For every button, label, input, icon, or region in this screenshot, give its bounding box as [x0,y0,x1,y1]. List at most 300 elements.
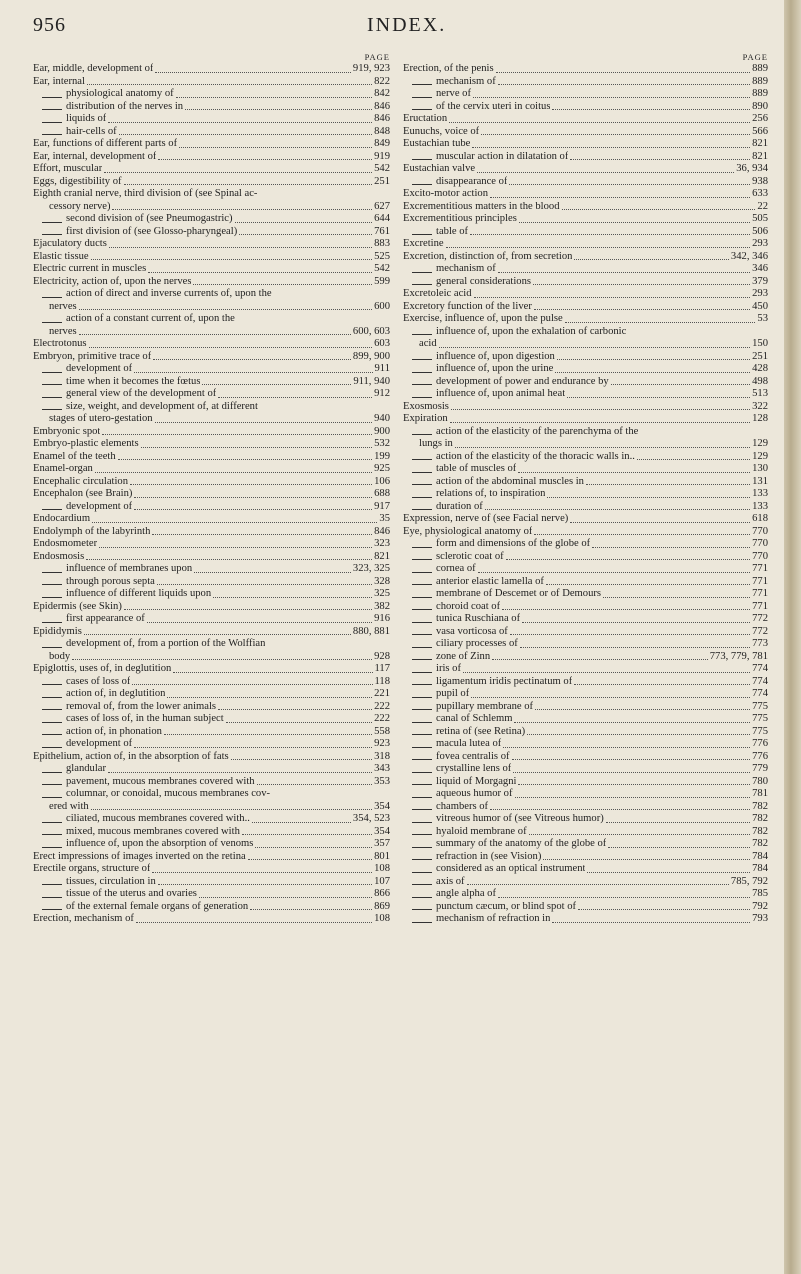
index-entry [33,701,390,714]
index-entry [403,63,768,76]
leader-dots [519,221,750,223]
index-page-ref: 256 [752,113,768,124]
index-entry [33,76,390,89]
index-entry [33,863,390,876]
index-entry [403,863,768,876]
index-page-ref: 428 [752,363,768,374]
index-entry-text: Electrotonus [33,338,87,349]
index-page-ref: 133 [752,500,768,512]
index-page-ref: 848 [374,125,390,137]
index-page-ref: 353 [374,775,390,787]
index-entry-text: Enamel of the teeth [33,450,116,462]
leader-dots [527,733,750,735]
index-page-ref: 323, 325 [352,563,390,574]
index-page-ref: 773 [752,638,768,649]
index-entry [403,88,768,101]
index-entry [403,538,768,551]
index-page-ref: 774 [752,663,768,674]
index-entry [33,313,390,326]
index-page-ref: 251 [374,175,390,187]
index-entry-text: Expiration [403,413,448,424]
index-page-ref: 821 [752,150,768,162]
leader-dots [492,658,708,660]
leader-dots [79,333,351,335]
page-title: INDEX. [367,14,447,36]
leader-dots [470,233,750,235]
index-entry [403,301,768,314]
leader-dots [509,183,750,185]
leader-dots [472,146,750,148]
leader-dots [157,583,372,585]
index-page-ref: 357 [374,838,390,849]
index-entry [403,413,768,426]
index-entry-text: columnar, or conoidal, mucous membranes cov- [66,788,271,799]
index-entry-text: ligamentum iridis pectinatum of [436,675,573,687]
index-entry-text: Electric current in muscles [33,263,147,274]
index-entry [33,176,390,189]
leader-dots [226,721,372,723]
index-entry-text: crystalline lens of [436,763,512,774]
index-entry [403,313,768,326]
leader-dots [449,121,750,123]
index-page-ref: 923 [374,738,390,749]
index-entry-text: Ejaculatory ducts [33,238,107,249]
index-page-ref: 129 [752,438,768,449]
index-entry [403,438,768,451]
index-entry [33,913,390,926]
index-entry [403,463,768,476]
index-entry-text: punctum cæcum, or blind spot of [436,900,577,912]
index-entry-text: cessory nerve) [49,200,111,212]
leader-dots [547,496,750,498]
index-entry [403,563,768,576]
index-entry-text: liquids of [66,113,107,124]
index-page-ref: 532 [374,438,390,449]
index-page-ref: 118 [374,675,390,687]
index-entry [403,663,768,676]
leader-dots [239,233,372,235]
index-entry [403,451,768,464]
leader-dots [119,133,372,135]
index-entry [33,488,390,501]
index-entry [33,801,390,814]
index-entry [403,251,768,264]
leader-dots [608,846,750,848]
index-entry-text: Endolymph of the labyrinth [33,525,151,537]
leader-dots [533,283,750,285]
leader-dots [255,846,372,848]
index-entry [33,713,390,726]
leader-dots [167,696,372,698]
index-entry [33,263,390,276]
leader-dots [498,271,750,273]
index-entry [33,501,390,514]
index-entry [33,726,390,739]
index-page-ref: 925 [374,463,390,474]
index-page-ref: 782 [752,800,768,812]
index-entry-text: Erection, mechanism of [33,913,134,924]
index-entry-text: Erectile organs, structure of [33,863,151,874]
index-entry-text: action of the abdominal muscles in [436,475,584,487]
leader-dots [450,421,750,423]
index-entry-text: action of a constant current of, upon the [66,313,235,324]
leader-dots [439,346,750,348]
index-entry [403,151,768,164]
index-entry [403,763,768,776]
index-entry [33,651,390,664]
index-page-ref: 846 [374,100,390,112]
index-entry [403,838,768,851]
index-entry-text: Endocardium [33,513,91,524]
index-entry [403,751,768,764]
leader-dots [235,221,373,223]
index-page-ref: 354 [374,825,390,837]
index-entry-text: action of direct and inverse currents of, upon the [66,288,272,299]
index-entry [403,476,768,489]
index-entry [403,488,768,501]
index-entry [33,238,390,251]
index-page-ref: 911 [374,363,390,374]
index-entry-text: glandular [66,763,107,774]
leader-dots [158,158,372,160]
leader-dots [134,371,372,373]
index-entry [33,563,390,576]
index-entry [403,501,768,514]
index-entry [33,213,390,226]
index-entry [403,176,768,189]
index-page-ref: 505 [752,213,768,224]
index-entry-text: mixed, mucous membranes covered with [66,825,240,837]
leader-dots [518,783,750,785]
leader-dots [134,496,372,498]
index-page-ref: 251 [752,350,768,362]
leader-dots [606,821,750,823]
index-entry-text: Eggs, digestibility of [33,175,122,187]
index-entry [403,201,768,214]
index-entry [33,813,390,826]
leader-dots [515,796,751,798]
index-entry-text: nerves [49,325,77,337]
index-page-ref: 131 [752,475,768,487]
index-entry [403,513,768,526]
index-page-ref: 889 [752,75,768,87]
leader-dots [637,458,750,460]
leader-dots [574,258,728,260]
index-entry-text: anterior elastic lamella of [436,575,544,587]
index-entry [33,576,390,589]
index-entry [33,788,390,801]
index-entry [403,813,768,826]
index-entry-text: relations of, to inspiration [436,488,546,499]
index-page-ref: 618 [752,513,768,524]
index-page-ref: 22 [757,200,768,212]
index-page-ref: 108 [374,863,390,874]
index-entry [33,251,390,264]
index-page-ref: 821 [374,550,390,562]
index-entry-text: Excretion, distinction of, from secretion [403,250,573,262]
leader-dots [543,858,750,860]
index-entry-text: size, weight, and development of, at different [66,400,258,412]
index-entry-text: time when it becomes the fœtus [66,375,201,387]
index-page-ref: 849 [374,138,390,149]
index-entry-text: general considerations [436,275,532,287]
leader-dots [502,608,750,610]
index-entry-text: choroid coat of [436,600,501,612]
index-entry-text: tunica Ruschiana of [436,613,521,624]
index-page-ref: 919 [374,150,390,162]
index-entry-text: action of the elasticity of the thoracic walls in.. [436,450,635,462]
leader-dots [199,896,372,898]
index-entry [33,738,390,751]
index-entry [403,113,768,126]
leader-dots [570,158,750,160]
index-page-ref: 779 [752,763,768,774]
index-entry-text: considered as an optical instrument [436,863,586,874]
index-page-ref: 775 [752,713,768,724]
index-entry-text: Exercise, influence of, upon the pulse [403,313,563,324]
index-page-ref: 919, 923 [352,63,390,74]
index-entry-text: zone of Zinn [436,650,491,662]
index-page-ref: 542 [374,263,390,274]
index-entry [33,388,390,401]
index-entry-text: influence of different liquids upon [66,588,212,599]
index-page-ref: 890 [752,100,768,112]
leader-dots [567,396,750,398]
index-entry [403,551,768,564]
leader-dots [467,883,729,885]
index-page-ref: 525 [374,250,390,262]
leader-dots [611,383,750,385]
index-entry [33,676,390,689]
index-entry-text: distribution of the nerves in [66,100,184,112]
index-entry [403,876,768,889]
index-page-ref: 382 [374,600,390,612]
index-entries [403,63,768,926]
left-index-column [33,51,390,926]
index-entry [33,776,390,789]
index-entry-text: lungs in [419,438,453,449]
index-entry-text: cornea of [436,563,476,574]
leader-dots [592,546,750,548]
leader-dots [534,533,750,535]
index-page-ref: 772 [752,625,768,637]
leader-dots [153,358,351,360]
index-entry-text: liquid of Morgagni [436,775,517,787]
index-page-ref: 771 [752,600,768,612]
index-page-ref: 911, 940 [353,375,390,387]
index-page-ref: 784 [752,863,768,874]
index-page-ref: 513 [752,388,768,399]
index-entry [33,301,390,314]
index-entry [33,601,390,614]
index-entry-text: Ear, middle, development of [33,63,154,74]
index-entry [403,651,768,664]
leader-dots [257,783,373,785]
index-entry [403,851,768,864]
leader-dots [250,908,372,910]
index-entry-text: vasa vorticosa of [436,625,508,637]
index-entry-text: Excito-motor action [403,188,489,199]
index-entry-text: removal of, from the lower animals [66,700,217,712]
index-entry-text: hyaloid membrane of [436,825,527,837]
leader-dots [102,433,372,435]
index-page-ref: 117 [374,663,390,674]
page-number: 956 [33,14,66,36]
index-entry [33,226,390,239]
leader-dots [218,708,372,710]
leader-dots [555,371,750,373]
leader-dots [490,808,750,810]
index-page-ref: 128 [752,413,768,424]
index-page-ref: 889 [752,63,768,74]
index-page-ref: 785, 792 [730,875,768,887]
index-entry-text: iris of [436,663,462,674]
index-page-ref: 342, 346 [730,250,768,262]
index-entry [403,738,768,751]
index-page-ref: 782 [752,813,768,824]
leader-dots [194,571,351,573]
leader-dots [248,858,372,860]
index-entry [33,163,390,176]
index-entry [403,826,768,839]
index-entry-text: mechanism of refraction in [436,913,551,924]
leader-dots [557,358,750,360]
index-entry [403,676,768,689]
index-entry [403,713,768,726]
index-entry-text: development of power and endurance by [436,375,609,387]
index-entry [403,101,768,114]
index-page-ref: 784 [752,850,768,862]
index-entry-text: body [49,650,71,662]
leader-dots [84,633,351,635]
index-entry-text: second division of (see Pneumogastric) [66,213,233,224]
page-column-label: PAGE [742,52,768,62]
index-page-ref: 846 [374,113,390,124]
index-entry-text: sclerotic coat of [436,550,504,562]
index-entry-text: influence of, upon the urine [436,363,554,374]
index-page-ref: 785 [752,888,768,899]
index-page-ref: 899, 900 [352,350,390,362]
index-page-ref: 129 [752,450,768,462]
index-entry [33,538,390,551]
index-page-ref: 780 [752,775,768,787]
index-entry-text: influence of, upon the absorption of venoms [66,838,254,849]
index-entry [33,151,390,164]
index-entry-text: pavement, mucous membranes covered with [66,775,255,787]
index-entry-text: development of [66,363,133,374]
leader-dots [473,96,750,98]
leader-dots [231,758,372,760]
leader-dots [498,83,750,85]
leader-dots [603,596,750,598]
index-entry [33,876,390,889]
index-entry-text: development of [66,500,133,512]
index-entry [33,476,390,489]
index-page-ref: 770 [752,525,768,537]
index-entry-text: through porous septa [66,575,155,587]
index-entry-text: action of, in phonation [66,725,162,737]
leader-dots [92,521,377,523]
leader-dots [463,671,750,673]
index-entry [33,626,390,639]
index-entry-text: Endosmometer [33,538,98,549]
index-entry [403,163,768,176]
index-entry-text: angle alpha of [436,888,497,899]
index-entry-text: duration of [436,500,483,512]
leader-dots [176,96,372,98]
leader-dots [546,583,750,585]
index-entry [33,613,390,626]
index-page-ref: 328 [374,575,390,587]
index-page-ref: 627 [374,200,390,212]
leader-dots [193,283,372,285]
leader-dots [124,183,373,185]
index-entry-text: Elastic tissue [33,250,89,262]
leader-dots [565,321,756,323]
index-entry-text: table of [436,225,469,237]
index-page-ref: 880, 881 [352,625,390,637]
index-entry-text: Ear, functions of different parts of [33,138,178,149]
index-entry [403,788,768,801]
leader-dots [451,408,750,410]
index-page-ref: 542 [374,163,390,174]
index-entry [33,551,390,564]
index-entry [403,338,768,351]
index-page-ref: 106 [374,475,390,487]
index-page-ref: 792 [752,900,768,912]
index-entry [403,388,768,401]
index-entry [403,576,768,589]
index-entry-text: canal of Schlemm [436,713,513,724]
leader-dots [522,621,750,623]
leader-dots [130,483,372,485]
index-entry [403,913,768,926]
leader-dots [152,533,372,535]
leader-dots [242,833,372,835]
leader-dots [529,833,751,835]
index-entry-text: Eighth cranial nerve, third division of (see Spinal ac- [33,188,258,199]
index-entry-text: development of, from a portion of the Wolffian [66,638,266,649]
index-page-ref: 774 [752,688,768,699]
index-entry-text: Ear, internal [33,75,85,87]
index-entry-text: retina of (see Retina) [436,725,526,737]
index-entry [33,351,390,364]
index-page-ref: 866 [374,888,390,899]
index-page-ref: 53 [757,313,768,324]
index-page-ref: 782 [752,838,768,849]
index-entry-text: table of muscles of [436,463,517,474]
leader-dots [134,508,372,510]
index-entry [403,326,768,339]
index-entry [403,776,768,789]
index-entry-text: Exosmosis [403,400,449,412]
index-entry-text: pupillary membrane of [436,700,534,712]
index-entry-text: summary of the anatomy of the globe of [436,838,607,849]
index-entry-text: tissue of the uterus and ovaries [66,888,197,899]
index-page-ref: 775 [752,700,768,712]
leader-dots [147,621,372,623]
leader-dots [155,421,373,423]
index-entry-text: Erect impressions of images inverted on the retina [33,850,246,862]
right-index-column [403,51,768,926]
leader-dots [136,921,372,923]
index-page-ref: 603 [374,338,390,349]
index-page-ref: 599 [374,275,390,287]
index-entry-text: disappearance of [436,175,508,187]
index-entry-text: Eustachian tube [403,138,471,149]
index-page-ref: 323 [374,538,390,549]
index-page-ref: 917 [374,500,390,512]
